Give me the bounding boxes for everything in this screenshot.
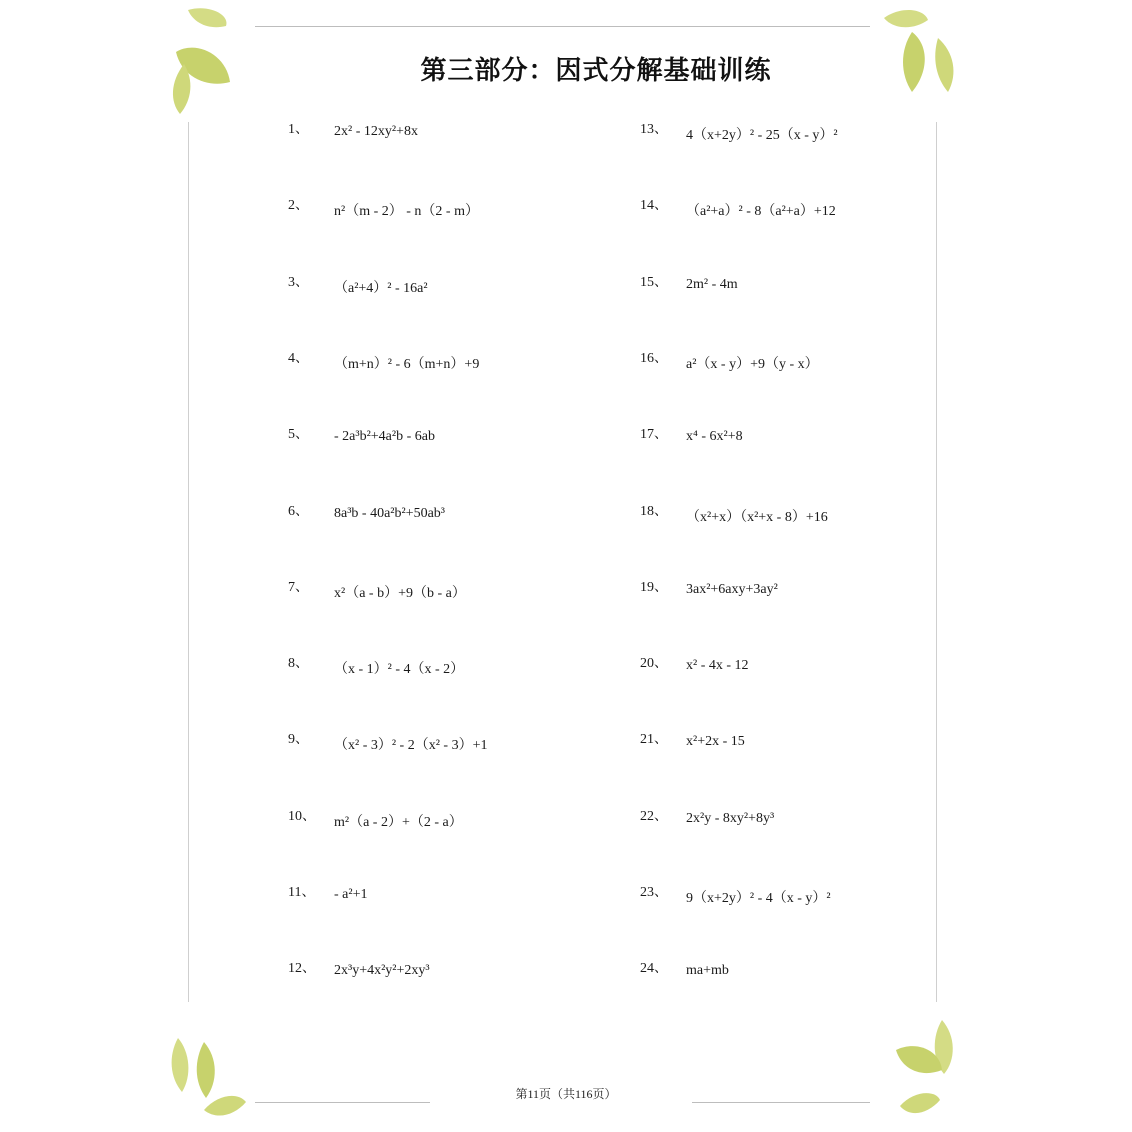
problem-expression: （x²+x）（x²+x - 8）+16 — [686, 509, 828, 525]
bottom-rule-right — [692, 1102, 870, 1103]
problem-expression: ma+mb — [686, 963, 729, 979]
problem-number: 6、 — [288, 503, 309, 519]
problem-number: 20、 — [640, 656, 668, 672]
problem-expression: x²（a - b）+9（b - a） — [334, 585, 466, 601]
problem-number: 17、 — [640, 427, 668, 443]
problem-number: 1、 — [288, 122, 309, 137]
problem-expression: （m+n）² - 6（m+n）+9 — [334, 356, 480, 372]
problem-expression: m²（a - 2）+（2 - a） — [334, 814, 463, 830]
leaf-icon — [890, 1014, 962, 1124]
right-border — [936, 122, 937, 1002]
problem-number: 14、 — [640, 198, 668, 214]
problem-expression: 2x² - 12xy²+8x — [334, 124, 418, 139]
problem-number: 8、 — [288, 656, 309, 672]
problem-number: 2、 — [288, 198, 309, 214]
page-title: 第三部分：因式分解基础训练 — [420, 56, 772, 86]
problem-expression: - a²+1 — [334, 887, 368, 902]
problem-expression: （x - 1）² - 4（x - 2） — [334, 662, 465, 678]
problem-number: 19、 — [640, 579, 668, 595]
problem-expression: 8a³b - 40a²b²+50ab³ — [334, 505, 445, 521]
problem-number: 11、 — [288, 885, 316, 900]
problem-expression: x⁴ - 6x²+8 — [686, 429, 743, 445]
problem-expression: a²（x - y）+9（y - x） — [686, 356, 819, 372]
problem-number: 15、 — [640, 274, 668, 290]
problem-expression: x² - 4x - 12 — [686, 658, 749, 674]
left-border — [188, 122, 189, 1002]
problem-expression: 9（x+2y）² - 4（x - y）² — [686, 891, 831, 906]
problem-number: 16、 — [640, 350, 668, 366]
problem-expression: 2m² - 4m — [686, 276, 738, 292]
problem-number: 3、 — [288, 274, 309, 290]
problem-number: 21、 — [640, 732, 668, 748]
problem-number: 9、 — [288, 732, 309, 748]
bottom-rule-left — [255, 1102, 430, 1103]
problem-expression: 2x³y+4x²y²+2xy³ — [334, 963, 430, 979]
problem-expression: 2x²y - 8xy²+8y³ — [686, 810, 775, 826]
problem-number: 12、 — [288, 961, 316, 977]
problem-expression: x²+2x - 15 — [686, 734, 745, 750]
problem-number: 22、 — [640, 808, 668, 824]
problem-number: 24、 — [640, 961, 668, 977]
problem-number: 4、 — [288, 350, 309, 366]
leaf-icon — [168, 1032, 252, 1126]
problem-expression: 4（x+2y）² - 25（x - y）² — [686, 128, 838, 143]
problem-number: 23、 — [640, 885, 668, 900]
problem-expression: - 2a³b²+4a²b - 6ab — [334, 429, 435, 445]
page-number-footer: 第11页（共116页） — [515, 1087, 617, 1101]
problem-number: 10、 — [288, 808, 316, 824]
problem-expression: （a²+a）² - 8（a²+a）+12 — [686, 204, 836, 220]
problem-expression: （x² - 3）² - 2（x² - 3）+1 — [334, 738, 488, 754]
problem-expression: 3ax²+6axy+3ay² — [686, 581, 778, 597]
top-rule — [255, 26, 870, 27]
problem-expression: n²（m - 2） - n（2 - m） — [334, 204, 479, 220]
problem-number: 7、 — [288, 579, 309, 595]
problem-number: 13、 — [640, 122, 668, 137]
problem-expression: （a²+4）² - 16a² — [334, 280, 428, 296]
problem-number: 5、 — [288, 427, 309, 443]
problem-number: 18、 — [640, 503, 668, 519]
